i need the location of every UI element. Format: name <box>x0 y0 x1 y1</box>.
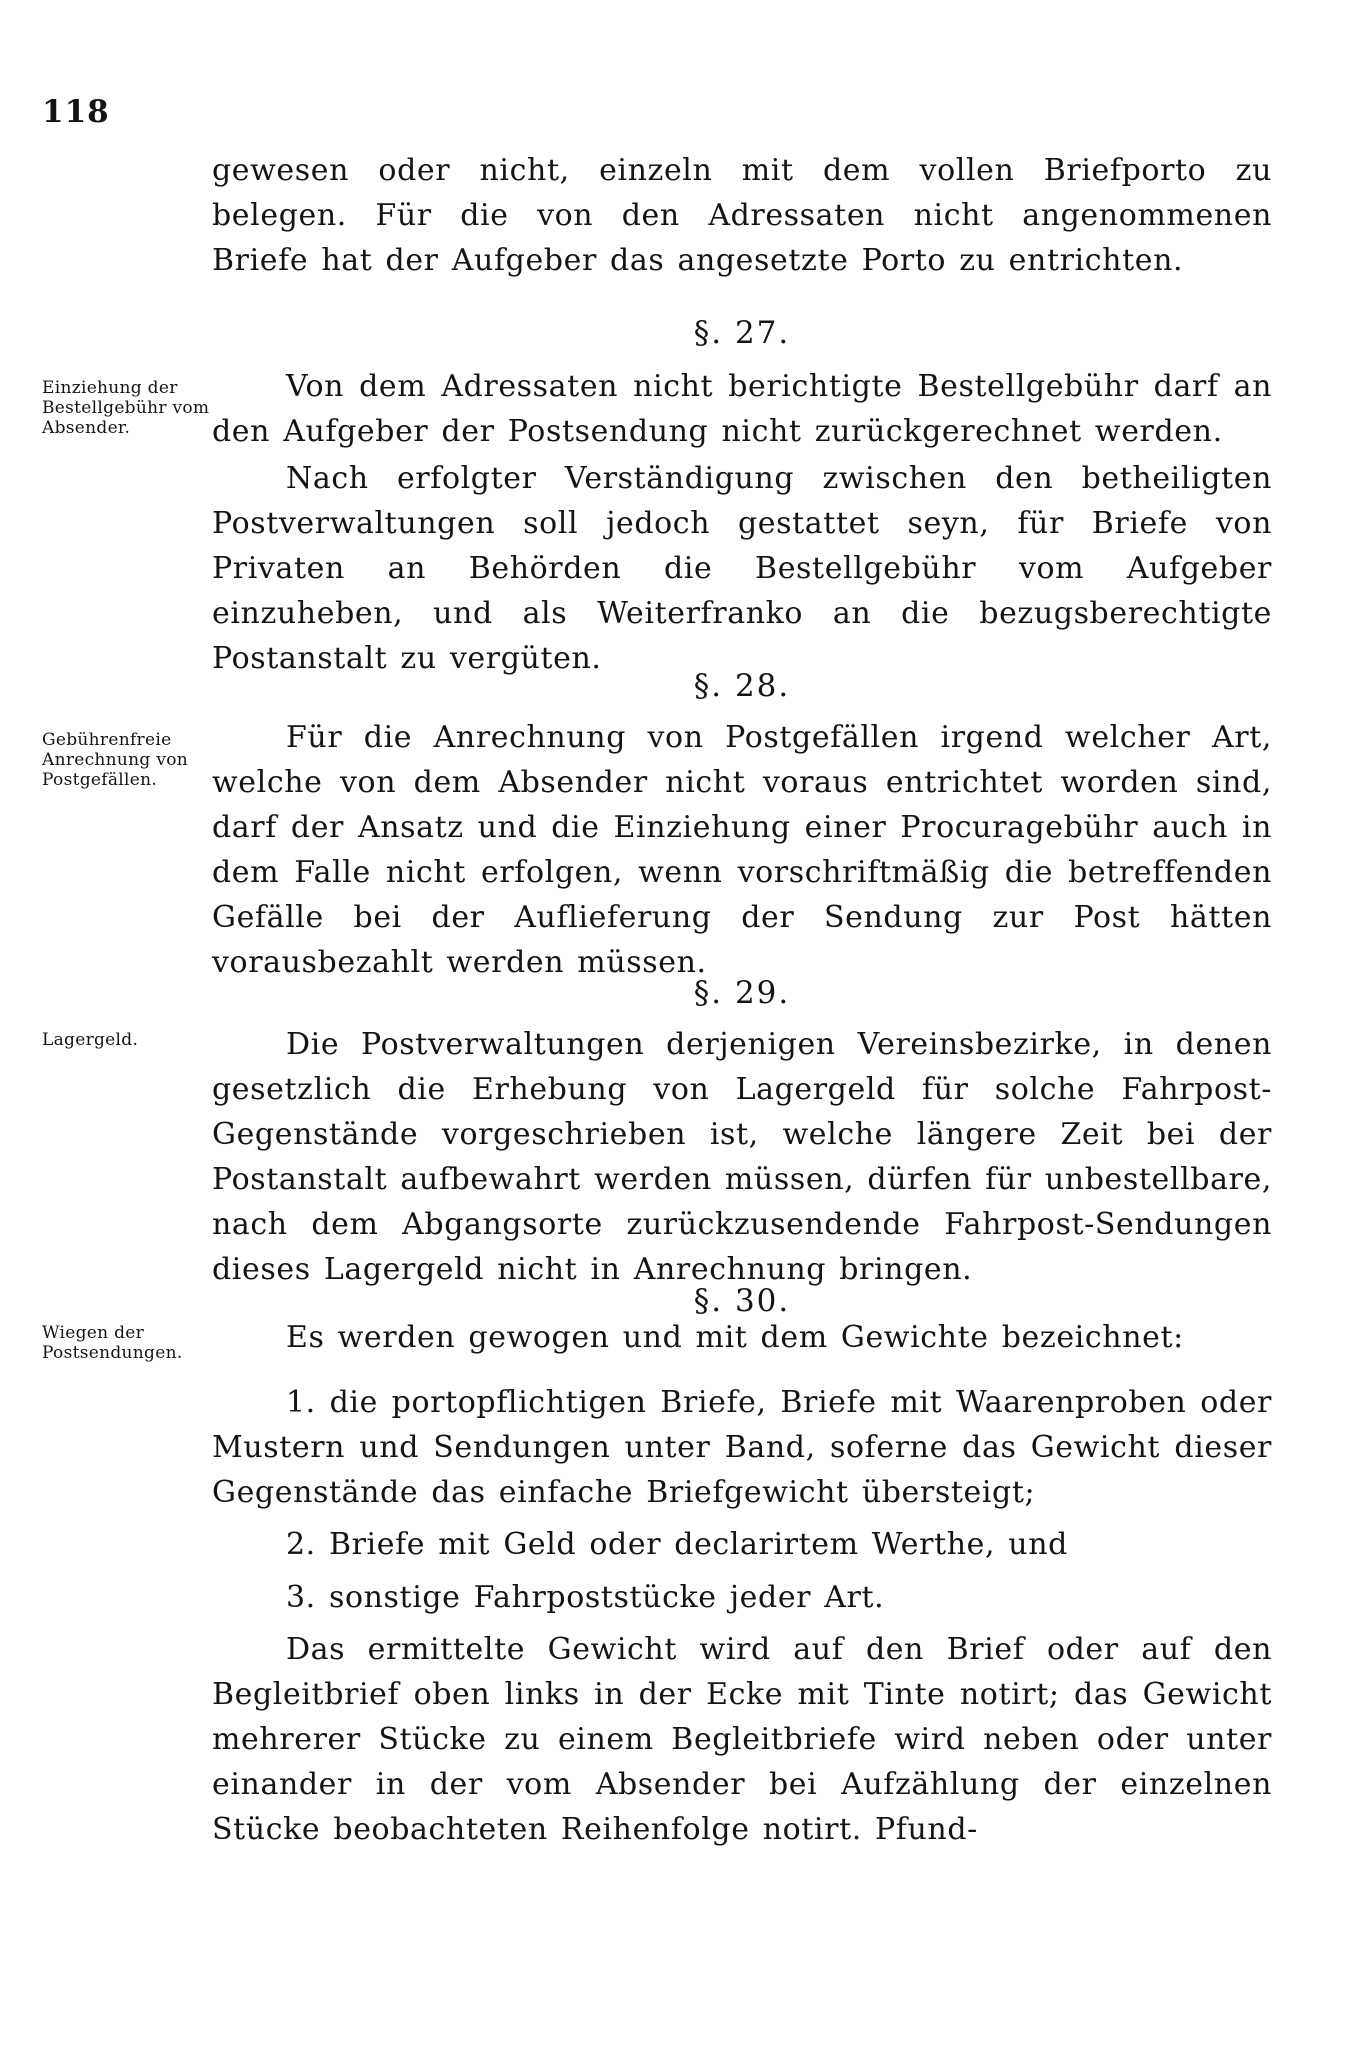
margin-note-29: Lagergeld. <box>42 1030 139 1050</box>
page-number: 118 <box>42 94 110 130</box>
section-heading-27: §. 27. <box>693 315 791 351</box>
section-27-paragraph-2: Nach erfolgter Verständigung zwischen den betheiligten Postverwaltungen soll jedoch gestattet seyn, für Briefe von Privaten an Behörden die Bestellgebühr vom Aufgeber einzuheben, und als Weiterfranko an die bezugsberechtigte Postanstalt zu vergüten. <box>212 461 1272 676</box>
margin-note-30: Wiegen der Postsendungen. <box>42 1323 183 1363</box>
section-heading-28: §. 28. <box>693 668 791 704</box>
section-29-paragraph-1: Die Postverwaltungen derjenigen Vereinsbezirke, in denen gesetzlich die Erhebung von Lagergeld für solche Fahrpost-Gegenstände vorgeschrieben ist, welche längere Zeit bei der Postanstalt aufbewahrt werden müssen, dürfen für unbestellbare, nach dem Abgangsorte zurückzusendende Fahrpost-Sendungen dieses Lagergeld nicht in Anrechnung bringen. <box>212 1027 1272 1287</box>
section-heading-30: §. 30. <box>693 1283 791 1319</box>
section-heading-29: §. 29. <box>693 975 791 1011</box>
section-30-closing-paragraph: Das ermittelte Gewicht wird auf den Brief oder auf den Begleitbrief oben links in der Ecke mit Tinte notirt; das Gewicht mehrerer Stücke zu einem Begleitbriefe wird neben oder unter einander in der vom Absender bei Aufzählung der einzelnen Stücke beobachteten Reihenfolge notirt. Pfund- <box>212 1632 1272 1847</box>
section-30-intro: Es werden gewogen und mit dem Gewichte bezeichnet: <box>286 1320 1184 1355</box>
margin-note-27: Einziehung der Bestellgebühr vom Absender. <box>42 378 210 438</box>
section-30-list-item-2: 2. Briefe mit Geld oder declarirtem Werthe, und <box>286 1527 1068 1562</box>
section-30-list-item-3: 3. sonstige Fahrpoststücke jeder Art. <box>286 1580 885 1615</box>
section-27-paragraph-1: Von dem Adressaten nicht berichtigte Bestellgebühr darf an den Aufgeber der Postsendung nicht zurückgerechnet werden. <box>212 369 1272 449</box>
margin-note-28: Gebührenfreie Anrechnung von Postgefällen. <box>42 730 189 790</box>
section-30-list-item-1: 1. die portopflichtigen Briefe, Briefe mit Waarenproben oder Mustern und Sendungen unter Band, soferne das Gewicht dieser Gegenstände das einfache Briefgewicht übersteigt; <box>212 1385 1272 1510</box>
section-28-paragraph-1: Für die Anrechnung von Postgefällen irgend welcher Art, welche von dem Absender nicht voraus entrichtet worden sind, darf der Ansatz und die Einziehung einer Procuragebühr auch in dem Falle nicht erfolgen, wenn vorschriftmäßig die betreffenden Gefälle bei der Auflieferung der Sendung zur Post hätten vorausbezahlt werden müssen. <box>212 720 1272 980</box>
continuation-paragraph: gewesen oder nicht, einzeln mit dem vollen Briefporto zu belegen. Für die von den Adressaten nicht angenommenen Briefe hat der Aufgeber das angesetzte Porto zu entrichten. <box>212 153 1272 278</box>
